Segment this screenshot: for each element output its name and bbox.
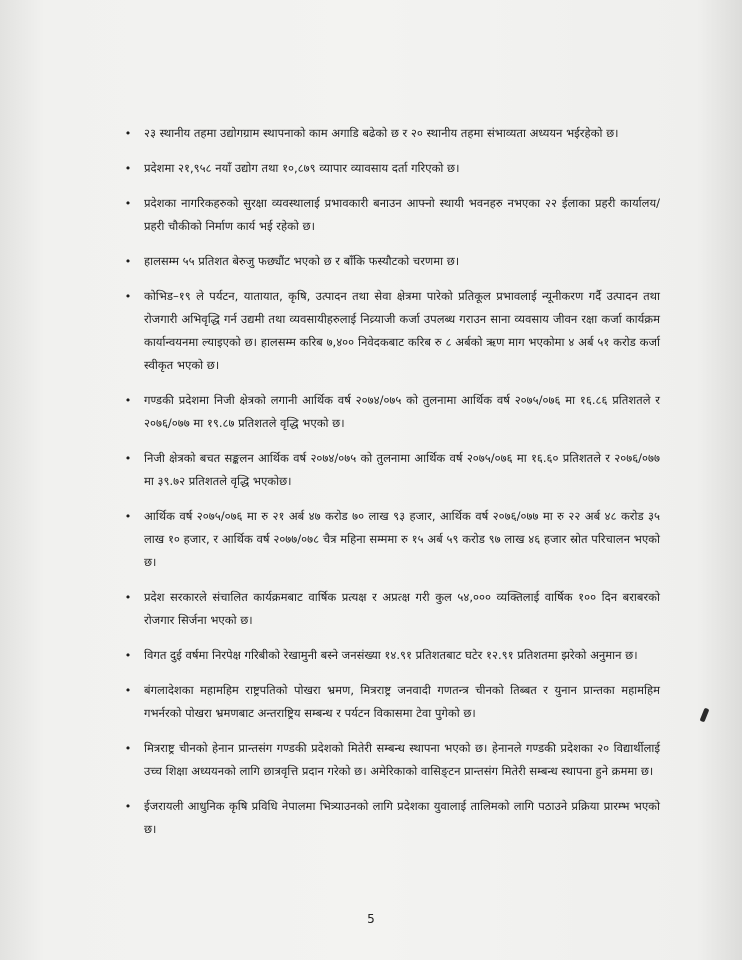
bullet-icon: •: [124, 127, 132, 140]
bullet-list: [112, 122, 660, 853]
bullet-icon: •: [124, 684, 132, 697]
bullet-icon: •: [124, 649, 132, 662]
list-item: [112, 737, 660, 783]
list-item-text: निजी क्षेत्रको बचत सङ्कलन आर्थिक वर्ष २०७४/०७५ को तुलनामा आर्थिक वर्ष २०७५/०७६ मा १६.६० प्रतिशतले र २०७६/०७७ मा ३९.७२ प्रतिशतले वृद्धि भएकोछ।: [144, 451, 660, 488]
list-item-text: २३ स्थानीय तहमा उद्योगग्राम स्थापनाको काम अगाडि बढेको छ र २० स्थानीय तहमा संभाव्यता अध्ययन भईरहेको छ।: [144, 126, 619, 140]
bullet-icon: •: [124, 742, 132, 755]
list-item: [112, 192, 660, 238]
list-item: [112, 157, 660, 180]
list-item: [112, 586, 660, 632]
list-item: [112, 505, 660, 574]
bullet-icon: •: [124, 510, 132, 523]
bullet-icon: •: [124, 290, 132, 303]
list-item-text: आर्थिक वर्ष २०७५/०७६ मा रु २१ अर्ब ४७ करोड ७० लाख ९३ हजार, आर्थिक वर्ष २०७६/०७७ मा रु २२ अर्ब ४८ करोड ३५ लाख १० हजार, र आर्थिक वर्ष २०७७/०७८ चैत्र महिना सम्ममा रु १५ अर्ब ५९ करोड ९७ लाख ४६ हजार स्रोत परिचालन भएको छ।: [144, 509, 660, 569]
bullet-icon: •: [124, 452, 132, 465]
list-item-text: ईजरायली आधुनिक कृषि प्रविधि नेपालमा भित्र्याउनको लागि प्रदेशका युवालाई तालिमको लागि पठाउने प्रक्रिया प्रारम्भ भएको छ।: [144, 799, 660, 836]
bullet-icon: •: [124, 255, 132, 268]
list-item: [112, 389, 660, 435]
list-item-text: विगत दुई वर्षमा निरपेक्ष गरिबीको रेखामुनी बस्ने जनसंख्या १४.९१ प्रतिशतबाट घटेर १२.९१ प्रतिशतमा झरेको अनुमान छ।: [144, 648, 638, 662]
bullet-icon: •: [124, 394, 132, 407]
bullet-icon: •: [124, 197, 132, 210]
list-item: [112, 447, 660, 493]
list-item: [112, 795, 660, 841]
list-item-text: प्रदेशका नागरिकहरुको सुरक्षा व्यवस्थालाई प्रभावकारी बनाउन आफ्नो स्थायी भवनहरु नभएका २२ ईलाका प्रहरी कार्यालय/प्रहरी चौकीको निर्माण कार्य भई रहेको छ।: [144, 196, 660, 233]
list-item-text: बंगलादेशका महामहिम राष्ट्रपतिको पोखरा भ्रमण, मित्रराष्ट्र जनवादी गणतन्त्र चीनको तिब्बत र युनान प्रान्तका महामहिम गभर्नरको पोखरा भ्रमणबाट अन्तराष्ट्रिय सम्बन्ध र पर्यटन विकासमा टेवा पुगेको छ।: [144, 683, 660, 720]
list-item: [112, 679, 660, 725]
list-item-text: कोभिड–१९ ले पर्यटन, यातायात, कृषि, उत्पादन तथा सेवा क्षेत्रमा पारेको प्रतिकूल प्रभावलाई न्यूनीकरण गर्दै उत्पादन तथा रोजगारी अभिवृद्धि गर्न उद्यमी तथा व्यवसायीहरुलाई निव्र्याजी कर्जा उपलब्ध गराउन साना व्यवसाय जीवन रक्षा कर्जा कार्यक्रम कार्यान्वयनमा ल्याइएको छ। हालसम्म करिब ७,४०० निवेदकबाट करिब रु ८ अर्बको ऋण माग भएकोमा ४ अर्ब ५१ करोड कर्जा स्वीकृत भएको छ।: [144, 289, 660, 372]
bullet-icon: •: [124, 162, 132, 175]
list-item: [112, 285, 660, 377]
list-item-text: गण्डकी प्रदेशमा निजी क्षेत्रको लगानी आर्थिक वर्ष २०७४/०७५ को तुलनामा आर्थिक वर्ष २०७५/०७६ मा १६.८६ प्रतिशतले र २०७६/०७७ मा १९.८७ प्रतिशतले वृद्धि भएको छ।: [144, 393, 660, 430]
list-item-text: प्रदेशमा २१,९५८ नयाँ उद्योग तथा १०,८७९ व्यापार व्यावसाय दर्ता गरिएको छ।: [144, 161, 460, 175]
list-item-text: प्रदेश सरकारले संचालित कार्यक्रमबाट वार्षिक प्रत्यक्ष र अप्रत्क्ष गरी कुल ५४,००० व्यक्तिलाई वार्षिक १०० दिन बराबरको रोजगार सिर्जना भएको छ।: [144, 590, 660, 627]
bullet-icon: •: [124, 591, 132, 604]
list-item: [112, 644, 660, 667]
list-item: [112, 250, 660, 273]
list-item-text: हालसम्म ५५ प्रतिशत बेरुजु फछ्यौंट भएको छ र बाँकि फस्यौटको चरणमा छ।: [144, 254, 460, 268]
bullet-icon: •: [124, 800, 132, 813]
list-item: [112, 122, 660, 145]
page-number: 5: [367, 912, 375, 926]
list-item-text: मित्रराष्ट्र चीनको हेनान प्रान्तसंग गण्डकी प्रदेशको मितेरी सम्बन्ध स्थापना भएको छ। हेनानले गण्डकी प्रदेशका २० विद्यार्थीलाई उच्च शिक्षा अध्ययनको लागि छात्रवृत्ति प्रदान गरेको छ। अमेरिकाको वासिङ्टन प्रान्तसंग मितेरी सम्बन्ध स्थापना हुने क्रममा छ।: [144, 741, 660, 778]
ink-mark: [700, 708, 710, 723]
